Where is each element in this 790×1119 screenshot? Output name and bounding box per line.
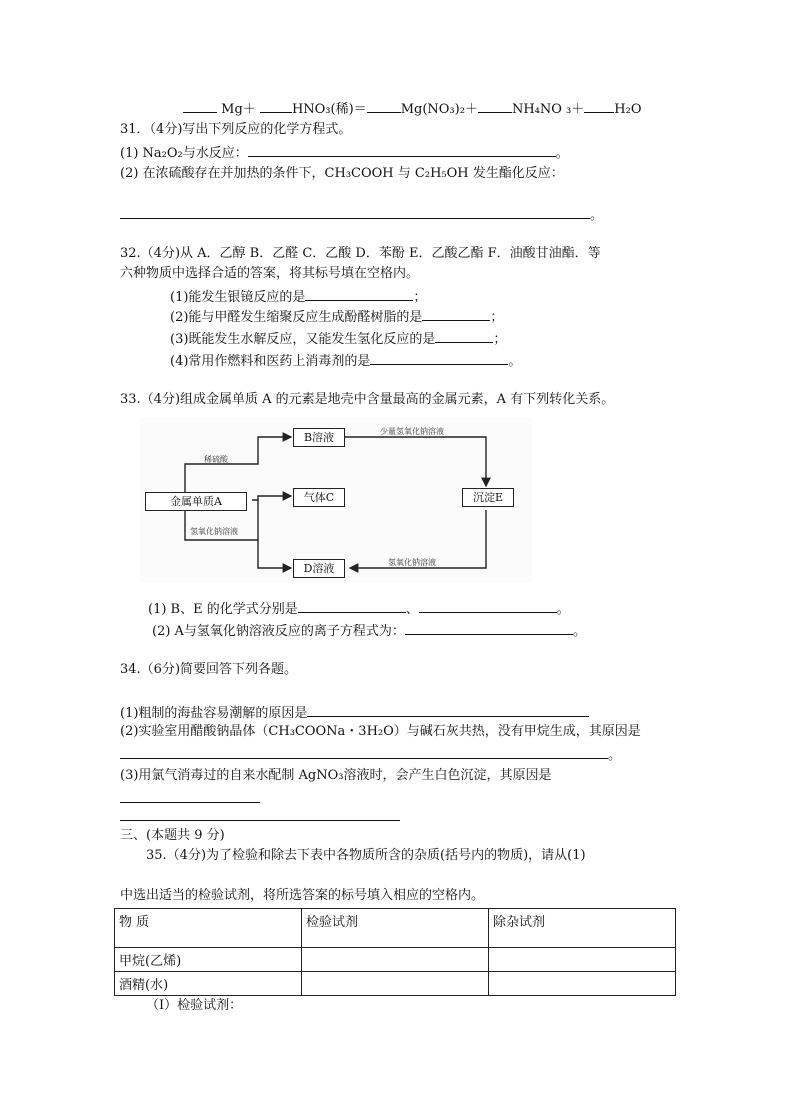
node-precipitate-e: 沉淀E bbox=[462, 488, 514, 507]
q33-item1 bbox=[148, 600, 570, 618]
cell-substance: 甲烷(乙烯) bbox=[115, 948, 302, 972]
equal-sign: ＝ bbox=[353, 102, 367, 117]
q32-item3 bbox=[170, 330, 506, 348]
cell-substance: 酒精(水) bbox=[115, 972, 302, 996]
answer-blank[interactable] bbox=[120, 790, 260, 803]
q31-item2: (2) 在浓硫酸存在并加热的条件下，CH₃COOH 与 C₂H₅OH 发生酯化反应： bbox=[120, 166, 564, 181]
period: 。 bbox=[608, 748, 622, 763]
answer-blank[interactable] bbox=[305, 288, 413, 301]
q34-item2: (2)实验室用醋酸钠晶体（CH₃COONa・3H₂O）与碱石灰共热，没有甲烷生成，其原因是 bbox=[120, 724, 641, 739]
answer-blank[interactable] bbox=[405, 622, 573, 635]
q33-item1-text: (1) B、E 的化学式分别是 bbox=[148, 602, 298, 617]
section3-title: 三、(本题共 9 分) bbox=[120, 828, 225, 843]
answer-blank[interactable] bbox=[120, 746, 608, 759]
answer-blank[interactable] bbox=[419, 600, 557, 613]
period: 。 bbox=[590, 208, 604, 223]
answer-blank[interactable] bbox=[584, 100, 614, 113]
table-row bbox=[115, 972, 676, 996]
q34-item3-answer bbox=[120, 790, 260, 808]
product-h2o: H₂O bbox=[614, 102, 642, 117]
q31-title: 31．（4分)写出下列反应的化学方程式。 bbox=[120, 122, 352, 137]
header-substance: 物 质 bbox=[115, 909, 302, 948]
plus-sign: ＋ bbox=[464, 102, 478, 117]
q32-item2 bbox=[170, 308, 503, 326]
answer-blank[interactable] bbox=[260, 100, 292, 113]
q31-item2-answer bbox=[120, 206, 603, 224]
answer-blank[interactable] bbox=[435, 330, 493, 343]
period: 。 bbox=[556, 602, 570, 617]
q33-item2-text: (2) A与氢氧化钠溶液反应的离子方程式为： bbox=[152, 624, 405, 639]
answer-blank[interactable] bbox=[422, 308, 490, 321]
product-nh4no3: NH₄NO ₃ bbox=[511, 102, 572, 117]
q34-item1 bbox=[120, 704, 589, 722]
cell-removal-reagent[interactable] bbox=[489, 948, 676, 972]
plus-sign: ＋ bbox=[571, 102, 585, 117]
q32-item1 bbox=[170, 288, 426, 306]
q35-line1: 35.（4分)为了检验和除去下表中各物质所含的杂质(括号内的物质)，请从(1) bbox=[146, 848, 586, 863]
header-removal-reagent: 除杂试剂 bbox=[489, 909, 676, 948]
q32-item3-text: (3)既能发生水解反应，又能发生氢化反应的是 bbox=[170, 332, 436, 347]
node-metal-a: 金属单质A bbox=[145, 492, 247, 511]
q32-item1-text: (1)能发生银镜反应的是 bbox=[170, 290, 306, 305]
q31-item1-text: (1) Na₂O₂与水反应： bbox=[120, 146, 248, 161]
node-b-solution: B溶液 bbox=[293, 428, 345, 447]
cell-removal-reagent[interactable] bbox=[489, 972, 676, 996]
equation-line bbox=[183, 100, 641, 118]
semicolon: ； bbox=[413, 290, 427, 305]
table-header-row bbox=[115, 909, 676, 948]
answer-blank[interactable] bbox=[367, 100, 401, 113]
q35-line2: 中选出适当的检验试剂，将所选答案的标号填入相应的空格内。 bbox=[120, 888, 485, 903]
q34-item1-text: (1)粗制的海盐容易潮解的原因是 bbox=[120, 706, 308, 721]
test-reagent-subtitle: （Ⅰ）检验试剂： bbox=[146, 998, 243, 1013]
label-a-to-b: 稀硫酸 bbox=[204, 455, 228, 464]
answer-blank[interactable] bbox=[120, 808, 400, 821]
answer-blank[interactable] bbox=[248, 144, 556, 157]
table-row bbox=[115, 948, 676, 972]
q32-item2-text: (2)能与甲醛发生缩聚反应生成酚醛树脂的是 bbox=[170, 310, 423, 325]
q34-item3: (3)用氯气消毒过的自来水配制 AgNO₃溶液时，会产生白色沉淀，其原因是 bbox=[120, 768, 552, 783]
period: 。 bbox=[572, 624, 586, 639]
q33-title: 33.（4分)组成金属单质 A 的元素是地壳中含量最高的金属元素，A 有下列转化关系。 bbox=[120, 392, 615, 407]
semicolon: ； bbox=[490, 310, 504, 325]
q32-title2: 六种物质中选择合适的答案，将其标号填在空格内。 bbox=[120, 266, 420, 281]
period: 。 bbox=[508, 354, 522, 369]
q32-title: 32.（4分)从 A．乙醇 B．乙醛 C．乙酸 D．苯酚 E．乙酸乙酯 F．油酸甘油酯．等 bbox=[120, 246, 601, 261]
label-a-to-d: 氢氧化钠溶液 bbox=[190, 527, 238, 536]
q34-title: 34.（6分)简要回答下列各题。 bbox=[120, 662, 298, 677]
header-test-reagent: 检验试剂 bbox=[302, 909, 489, 948]
semicolon: ； bbox=[493, 332, 507, 347]
plus-sign: ＋ bbox=[242, 102, 256, 117]
q31-item1 bbox=[120, 144, 569, 162]
answer-blank[interactable] bbox=[120, 206, 590, 219]
node-gas-c: 气体C bbox=[293, 488, 345, 507]
q33-item2 bbox=[152, 622, 586, 640]
reagent-hno3: HNO₃(稀) bbox=[291, 102, 354, 117]
q32-item4 bbox=[170, 352, 521, 370]
answer-blank[interactable] bbox=[183, 100, 217, 113]
reagent-mg: Mg bbox=[221, 102, 243, 117]
q34-item2-answer bbox=[120, 746, 621, 764]
cell-test-reagent[interactable] bbox=[302, 948, 489, 972]
conversion-diagram bbox=[140, 418, 532, 582]
answer-blank[interactable] bbox=[307, 704, 589, 717]
answer-blank[interactable] bbox=[370, 352, 508, 365]
label-b-to-e: 少量氢氧化钠溶液 bbox=[380, 427, 444, 436]
separator: 、 bbox=[405, 602, 419, 617]
node-d-solution: D溶液 bbox=[293, 559, 345, 578]
label-e-to-d: 氢氧化钠溶液 bbox=[388, 558, 436, 567]
product-mgno3: Mg(NO₃)₂ bbox=[400, 102, 465, 117]
answer-blank[interactable] bbox=[478, 100, 512, 113]
q34-item3-answer2 bbox=[120, 808, 400, 826]
q32-item4-text: (4)常用作燃料和医药上消毒剂的是 bbox=[170, 354, 371, 369]
answer-blank[interactable] bbox=[298, 600, 406, 613]
period: 。 bbox=[555, 146, 569, 161]
cell-test-reagent[interactable] bbox=[302, 972, 489, 996]
impurity-table bbox=[114, 908, 676, 996]
